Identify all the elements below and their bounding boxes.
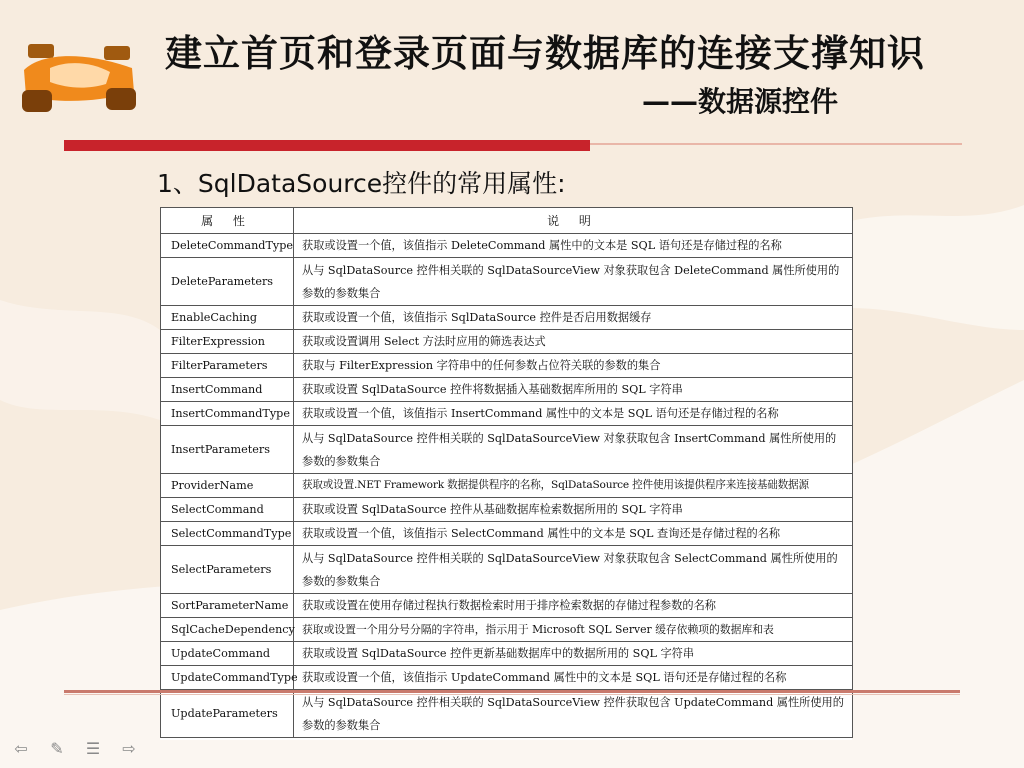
nav-back-icon[interactable]: ⇦ (14, 739, 28, 758)
property-name: InsertCommand (161, 378, 294, 402)
table-row (161, 498, 853, 522)
property-name: FilterExpression (161, 330, 294, 354)
property-name: UpdateParameters (161, 690, 294, 738)
slide-title: 建立首页和登录页面与数据库的连接支撑知识 (165, 32, 925, 75)
property-name: DeleteCommandType (161, 234, 294, 258)
table-row (161, 474, 853, 498)
property-description: 获取或设置调用 Select 方法时应用的筛选表达式 (294, 330, 853, 354)
property-description: 从与 SqlDataSource 控件相关联的 SqlDataSourceView 对象获取包含 DeleteCommand 属性所使用的参数的参数集合 (294, 258, 853, 306)
properties-table-container (160, 207, 852, 740)
table-row (161, 402, 853, 426)
title-divider-line (590, 143, 962, 145)
property-description: 从与 SqlDataSource 控件相关联的 SqlDataSourceView 控件获取包含 UpdateCommand 属性所使用的参数的参数集合 (294, 690, 853, 738)
menu-icon[interactable]: ☰ (85, 739, 101, 758)
slide-navigation (10, 740, 140, 758)
table-row (161, 690, 853, 738)
table-row (161, 330, 853, 354)
property-name: FilterParameters (161, 354, 294, 378)
table-row (161, 234, 853, 258)
table-header-row (161, 208, 853, 234)
table-row (161, 306, 853, 330)
footer-divider-line-thin (64, 694, 960, 695)
property-description: 获取或设置 SqlDataSource 控件将数据插入基础数据库所用的 SQL 字符串 (294, 378, 853, 402)
property-description: 获取与 FilterExpression 字符串中的任何参数占位符关联的参数的集合 (294, 354, 853, 378)
pen-icon[interactable]: ✎ (50, 739, 64, 758)
property-name: SortParameterName (161, 594, 294, 618)
property-description: 获取或设置.NET Framework 数据提供程序的名称，SqlDataSource 控件使用该提供程序来连接基础数据源 (294, 474, 853, 498)
property-name: InsertCommandType (161, 402, 294, 426)
property-description: 获取或设置在使用存储过程执行数据检索时用于排序检索数据的存储过程参数的名称 (294, 594, 853, 618)
property-name: SelectParameters (161, 546, 294, 594)
table-row (161, 594, 853, 618)
property-description: 从与 SqlDataSource 控件相关联的 SqlDataSourceView 对象获取包含 InsertCommand 属性所使用的参数的参数集合 (294, 426, 853, 474)
table-row (161, 378, 853, 402)
table-row (161, 522, 853, 546)
property-description: 获取或设置一个值，该值指示 DeleteCommand 属性中的文本是 SQL 语句还是存储过程的名称 (294, 234, 853, 258)
table-row (161, 546, 853, 594)
property-name: SelectCommand (161, 498, 294, 522)
footer-divider-line (64, 690, 960, 693)
property-description: 获取或设置一个值，该值指示 SqlDataSource 控件是否启用数据缓存 (294, 306, 853, 330)
property-description: 获取或设置 SqlDataSource 控件更新基础数据库中的数据所用的 SQL 字符串 (294, 642, 853, 666)
table-row (161, 666, 853, 690)
property-description: 获取或设置一个值，该值指示 SelectCommand 属性中的文本是 SQL 查询还是存储过程的名称 (294, 522, 853, 546)
property-description: 获取或设置 SqlDataSource 控件从基础数据库检索数据所用的 SQL 字符串 (294, 498, 853, 522)
table-row (161, 258, 853, 306)
section-heading: 1、SqlDataSource控件的常用属性: (157, 169, 566, 198)
property-name: EnableCaching (161, 306, 294, 330)
header-description: 说 明 (294, 208, 853, 234)
property-description: 从与 SqlDataSource 控件相关联的 SqlDataSourceView 对象获取包含 SelectCommand 属性所使用的参数的参数集合 (294, 546, 853, 594)
property-name: SelectCommandType (161, 522, 294, 546)
property-name: ProviderName (161, 474, 294, 498)
table-row (161, 618, 853, 642)
nav-forward-icon[interactable]: ⇨ (122, 739, 136, 758)
property-description: 获取或设置一个值，该值指示 InsertCommand 属性中的文本是 SQL 语句还是存储过程的名称 (294, 402, 853, 426)
table-row (161, 354, 853, 378)
properties-table (160, 207, 853, 738)
property-name: SqlCacheDependency (161, 618, 294, 642)
property-name: UpdateCommandType (161, 666, 294, 690)
slide-subtitle: ——数据源控件 (641, 85, 838, 118)
property-name: UpdateCommand (161, 642, 294, 666)
property-name: InsertParameters (161, 426, 294, 474)
table-row (161, 642, 853, 666)
title-accent-bar (64, 140, 590, 151)
table-row (161, 426, 853, 474)
property-name: DeleteParameters (161, 258, 294, 306)
header-property: 属 性 (161, 208, 294, 234)
property-description: 获取或设置一个用分号分隔的字符串，指示用于 Microsoft SQL Server 缓存依赖项的数据库和表 (294, 618, 853, 642)
property-description: 获取或设置一个值，该值指示 UpdateCommand 属性中的文本是 SQL 语句还是存储过程的名称 (294, 666, 853, 690)
race-car-logo (20, 40, 138, 116)
